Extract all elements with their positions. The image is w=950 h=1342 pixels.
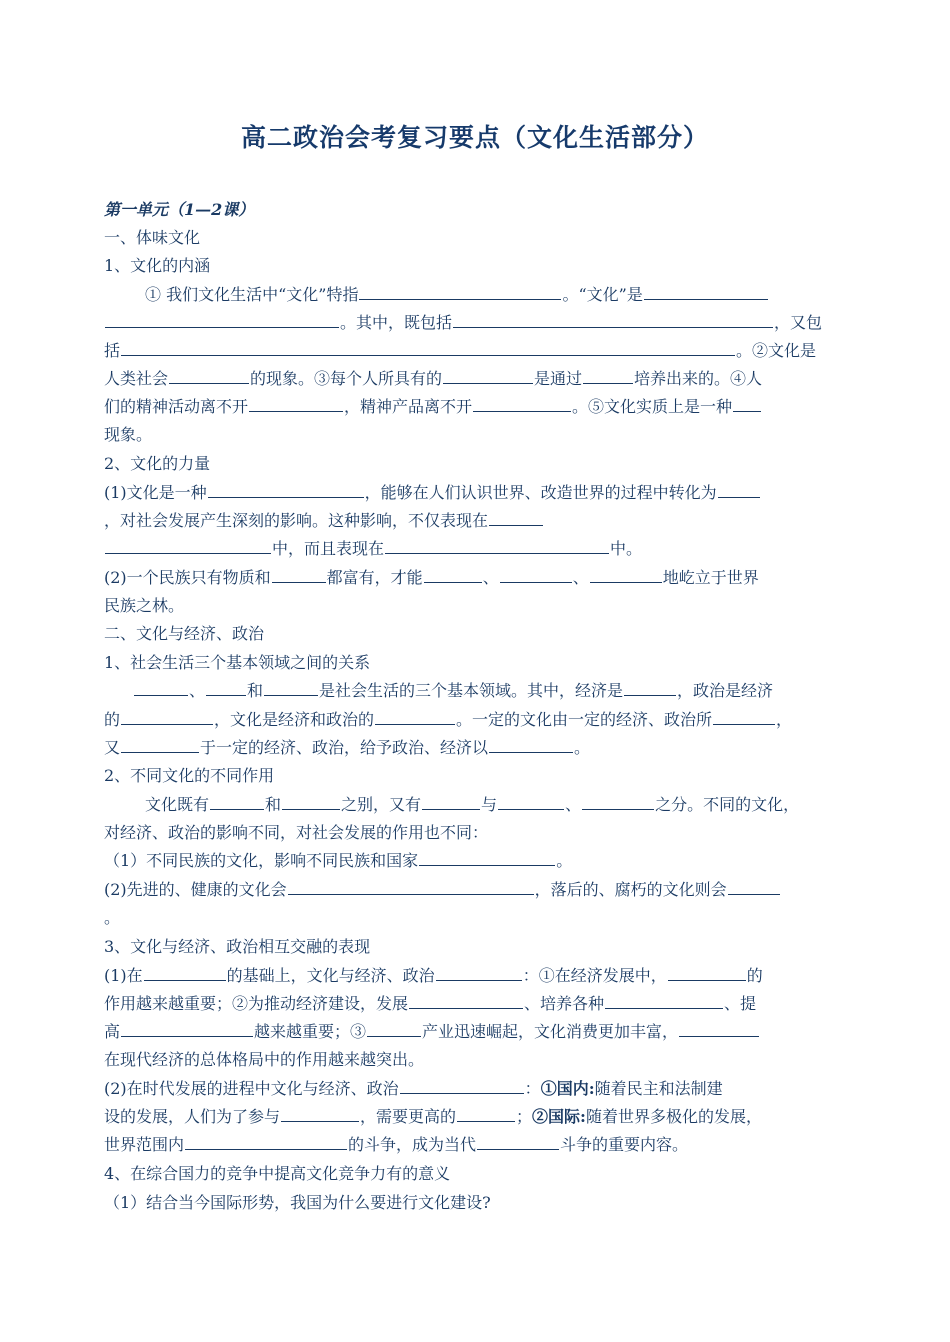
fill-blank[interactable] bbox=[105, 535, 271, 554]
fill-blank[interactable] bbox=[210, 791, 264, 810]
fill-blank[interactable] bbox=[375, 706, 455, 725]
fill-blank[interactable] bbox=[367, 1018, 421, 1037]
section-heading-2: 二、文化与经济、政治 bbox=[104, 624, 265, 643]
fill-blank[interactable] bbox=[281, 1103, 359, 1122]
paragraph-line: 作用越来越重要；②为推动经济建设，发展 、培养各种 、提 bbox=[104, 990, 849, 1018]
fill-blank[interactable] bbox=[206, 677, 246, 696]
fill-blank[interactable] bbox=[134, 677, 188, 696]
fill-blank[interactable] bbox=[409, 990, 523, 1009]
paragraph-line: 。其中，既包括 ，又包 bbox=[104, 309, 849, 337]
fill-blank[interactable] bbox=[249, 393, 343, 412]
fill-blank[interactable] bbox=[436, 962, 522, 981]
fill-blank[interactable] bbox=[121, 734, 199, 753]
fill-blank[interactable] bbox=[590, 564, 662, 583]
fill-blank[interactable] bbox=[498, 791, 564, 810]
page-title: 高二政治会考复习要点（文化生活部分） bbox=[240, 123, 709, 152]
fill-blank[interactable] bbox=[121, 706, 213, 725]
fill-blank[interactable] bbox=[424, 564, 482, 583]
fill-blank[interactable] bbox=[282, 791, 340, 810]
paragraph-line: 设的发展，人们为了参与 ，需要更高的 ；②国际:随着世界多极化的发展， bbox=[104, 1103, 849, 1131]
fill-blank[interactable] bbox=[419, 847, 555, 866]
fill-blank[interactable] bbox=[453, 309, 773, 328]
fill-blank[interactable] bbox=[668, 962, 746, 981]
fill-blank[interactable] bbox=[264, 677, 318, 696]
paragraph-line: (2)在时代发展的进程中文化与经济、政治 ：①国内:随着民主和法制建 bbox=[104, 1075, 849, 1103]
fill-blank[interactable] bbox=[400, 1075, 524, 1094]
fill-blank[interactable] bbox=[359, 281, 561, 300]
paragraph-line: (1)在 的基础上，文化与经济、政治 ：①在经济发展中， 的 bbox=[104, 962, 849, 990]
fill-blank[interactable] bbox=[144, 962, 226, 981]
fill-blank[interactable] bbox=[185, 1131, 347, 1150]
paragraph-line: 民族之林。 bbox=[104, 596, 185, 615]
paragraph-line: (2)一个民族只有物质和 都富有，才能 、 、 地屹立于世界 bbox=[104, 564, 849, 592]
question-line: （1）结合当今国际形势，我国为什么要进行文化建设? bbox=[104, 1193, 491, 1212]
fill-blank[interactable] bbox=[605, 990, 723, 1009]
paragraph-line: 中，而且表现在 中。 bbox=[104, 535, 849, 563]
fill-blank[interactable] bbox=[457, 1103, 515, 1122]
paragraph-line: 人类社会 的现象。③每个人所具有的 是通过 培养出来的。④人 bbox=[104, 365, 849, 393]
fill-blank[interactable] bbox=[477, 1131, 559, 1150]
paragraph-line: 在现代经济的总体格局中的作用越来越突出。 bbox=[104, 1050, 425, 1069]
paragraph-line: 、 和 是社会生活的三个基本领域。其中，经济是 ，政治是经济 bbox=[133, 677, 849, 705]
fill-blank[interactable] bbox=[473, 393, 571, 412]
fill-blank[interactable] bbox=[105, 309, 339, 328]
fill-blank[interactable] bbox=[582, 791, 654, 810]
fill-blank[interactable] bbox=[272, 564, 326, 583]
fill-blank[interactable] bbox=[288, 876, 534, 895]
paragraph-line: 高 越来越重要；③ 产业迅速崛起，文化消费更加丰富， bbox=[104, 1018, 849, 1046]
fill-blank[interactable] bbox=[679, 1018, 759, 1037]
fill-blank[interactable] bbox=[644, 281, 768, 300]
subsection-heading-2-3: 3、文化与经济、政治相互交融的表现 bbox=[104, 937, 371, 956]
paragraph-line: ① 我们文化生活中“文化”特指 。“文化”是 bbox=[145, 281, 849, 309]
paragraph-line: 现象。 bbox=[104, 425, 153, 444]
fill-blank[interactable] bbox=[733, 393, 761, 412]
fill-blank[interactable] bbox=[624, 677, 676, 696]
paragraph-line: 。 bbox=[104, 908, 121, 927]
fill-blank[interactable] bbox=[443, 365, 533, 384]
fill-blank[interactable] bbox=[583, 365, 633, 384]
paragraph-line: 的 ，文化是经济和政治的 。一定的文化由一定的经济、政治所 ， bbox=[104, 706, 849, 734]
section-heading-1: 一、体味文化 bbox=[104, 228, 201, 247]
unit-heading: 第一单元（1—2课） bbox=[104, 200, 255, 219]
paragraph-line: 括 。②文化是 bbox=[104, 337, 849, 365]
fill-blank[interactable] bbox=[422, 791, 480, 810]
subsection-heading-1-1: 1、文化的内涵 bbox=[104, 256, 211, 275]
fill-blank[interactable] bbox=[489, 507, 543, 526]
paragraph-line: 文化既有 和 之别，又有 与 、 之分。不同的文化， bbox=[145, 791, 849, 819]
paragraph-line: (1)文化是一种 ，能够在人们认识世界、改造世界的过程中转化为 bbox=[104, 479, 849, 507]
fill-blank[interactable] bbox=[718, 479, 760, 498]
subsection-heading-2-4: 4、在综合国力的竞争中提高文化竞争力有的意义 bbox=[104, 1164, 451, 1183]
fill-blank[interactable] bbox=[121, 1018, 253, 1037]
paragraph-line: 对经济、政治的影响不同，对社会发展的作用也不同： bbox=[104, 823, 489, 842]
paragraph-line: (2)先进的、健康的文化会 ，落后的、腐朽的文化则会 bbox=[104, 876, 849, 904]
fill-blank[interactable] bbox=[208, 479, 364, 498]
fill-blank[interactable] bbox=[500, 564, 572, 583]
subsection-heading-1-2: 2、文化的力量 bbox=[104, 454, 211, 473]
fill-blank[interactable] bbox=[385, 535, 609, 554]
fill-blank[interactable] bbox=[121, 337, 735, 356]
paragraph-line: 们的精神活动离不开 ，精神产品离不开 。⑤文化实质上是一种 bbox=[104, 393, 849, 421]
paragraph-line: ，对社会发展产生深刻的影响。这种影响，不仅表现在 bbox=[104, 507, 849, 535]
fill-blank[interactable] bbox=[713, 706, 775, 725]
fill-blank[interactable] bbox=[489, 734, 573, 753]
paragraph-line: 世界范围内 的斗争，成为当代 斗争的重要内容。 bbox=[104, 1131, 849, 1159]
paragraph-line: （1）不同民族的文化，影响不同民族和国家 。 bbox=[104, 847, 849, 875]
paragraph-line: 又 于一定的经济、政治，给予政治、经济以 。 bbox=[104, 734, 849, 762]
fill-blank[interactable] bbox=[728, 876, 780, 895]
subsection-heading-2-2: 2、不同文化的不同作用 bbox=[104, 766, 275, 785]
fill-blank[interactable] bbox=[169, 365, 249, 384]
subsection-heading-2-1: 1、社会生活三个基本领域之间的关系 bbox=[104, 653, 371, 672]
